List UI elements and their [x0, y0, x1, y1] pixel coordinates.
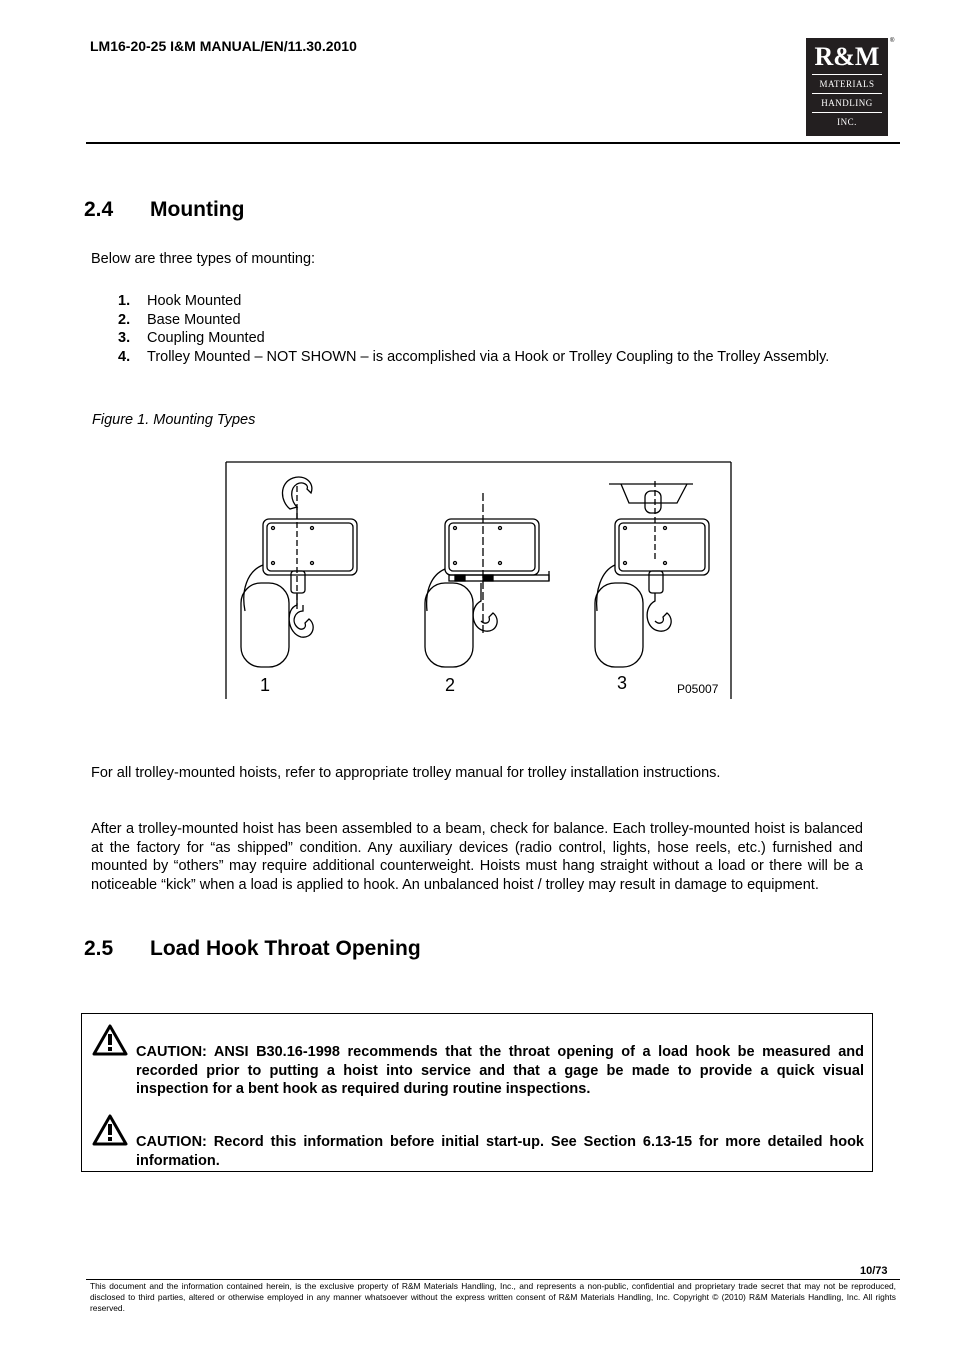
logo-mark: R&M [814, 42, 880, 71]
figure-label-1: 1 [260, 675, 271, 695]
list-item: 3. Coupling Mounted [118, 330, 265, 347]
caution-record-text: CAUTION: Record this information before initial start-up. See Section 6.13-15 for more detailed hook information. [136, 1134, 864, 1169]
section-heading-hook-throat [84, 937, 421, 961]
warning-icon [92, 1114, 128, 1146]
section-number: 2.5 [84, 937, 114, 960]
logo-line-materials: MATERIALS [819, 79, 875, 89]
mounting-intro: Below are three types of mounting: [91, 251, 316, 267]
hoist-diagram [225, 461, 732, 699]
section-title: Mounting [150, 198, 245, 221]
figure-caption: Figure 1. Mounting Types [92, 412, 256, 428]
company-logo [806, 38, 888, 136]
warning-icon [92, 1024, 128, 1056]
list-item: 1. Hook Mounted [118, 293, 242, 309]
list-item: 2. Base Mounted [118, 311, 241, 328]
section-number: 2.4 [84, 198, 114, 221]
mounting-types-figure [225, 461, 732, 699]
confidentiality-notice: This document and the information contained herein, is the exclusive property of R&M Materials Handling, Inc., and represents a non-public, confidential and proprietary trade secret that may not be reproduced, disclosed to third parties, altered or otherwise employed in any manner whatsoever without the express written consent of R&M Materials Handling, Inc. Copyright © (2010) R&M Materials Handling, Inc. All rights reserved. [90, 1281, 896, 1313]
document-id: LM16-20-25 I&M MANUAL/EN/11.30.2010 [90, 38, 357, 54]
coupling-mounted-hoist [595, 481, 709, 667]
base-mounted-hoist [425, 493, 549, 667]
logo-line-handling: HANDLING [821, 98, 873, 108]
figure-code: P05007 [677, 682, 719, 696]
caution-ansi-text: CAUTION: ANSI B30.16-1998 recommends that the throat opening of a load hook be measured and recorded prior to putting a hoist into service and that a gage be made to provide a quick visual inspection for a bent hook as required during routine inspections. [136, 1044, 864, 1098]
logo-line-inc: INC. [837, 117, 857, 127]
page-number: 10/73 [860, 1265, 888, 1277]
trolley-manual-note: For all trolley-mounted hoists, refer to appropriate trolley manual for trolley installation instructions. [91, 765, 721, 781]
figure-label-2: 2 [445, 675, 456, 695]
section-heading-mounting [84, 198, 244, 222]
list-item: 4. Trolley Mounted – NOT SHOWN – is accomplished via a Hook or Trolley Coupling to the Trolley Assembly. [118, 348, 830, 365]
figure-label-3: 3 [617, 673, 628, 693]
section-title: Load Hook Throat Opening [150, 937, 421, 960]
footer-divider [86, 1279, 900, 1280]
hook-mounted-hoist [241, 477, 357, 667]
registered-mark: ® [890, 38, 895, 44]
balance-paragraph: After a trolley-mounted hoist has been assembled to a beam, check for balance. Each trolley-mounted hoist is balanced at the factory for “as shipped” condition. Any auxiliary devices (radio control, lights, hose reels, etc.) furnished and mounted by “others” may require additional counterweight. Hoists must hang straight without a load or there will be a noticeable “kick” when a load is applied to hook. An unbalanced hoist / trolley may result in damage to equipment. [91, 821, 863, 893]
mounting-types-list [91, 292, 863, 366]
caution-box [81, 1013, 873, 1172]
header-divider [86, 142, 900, 144]
